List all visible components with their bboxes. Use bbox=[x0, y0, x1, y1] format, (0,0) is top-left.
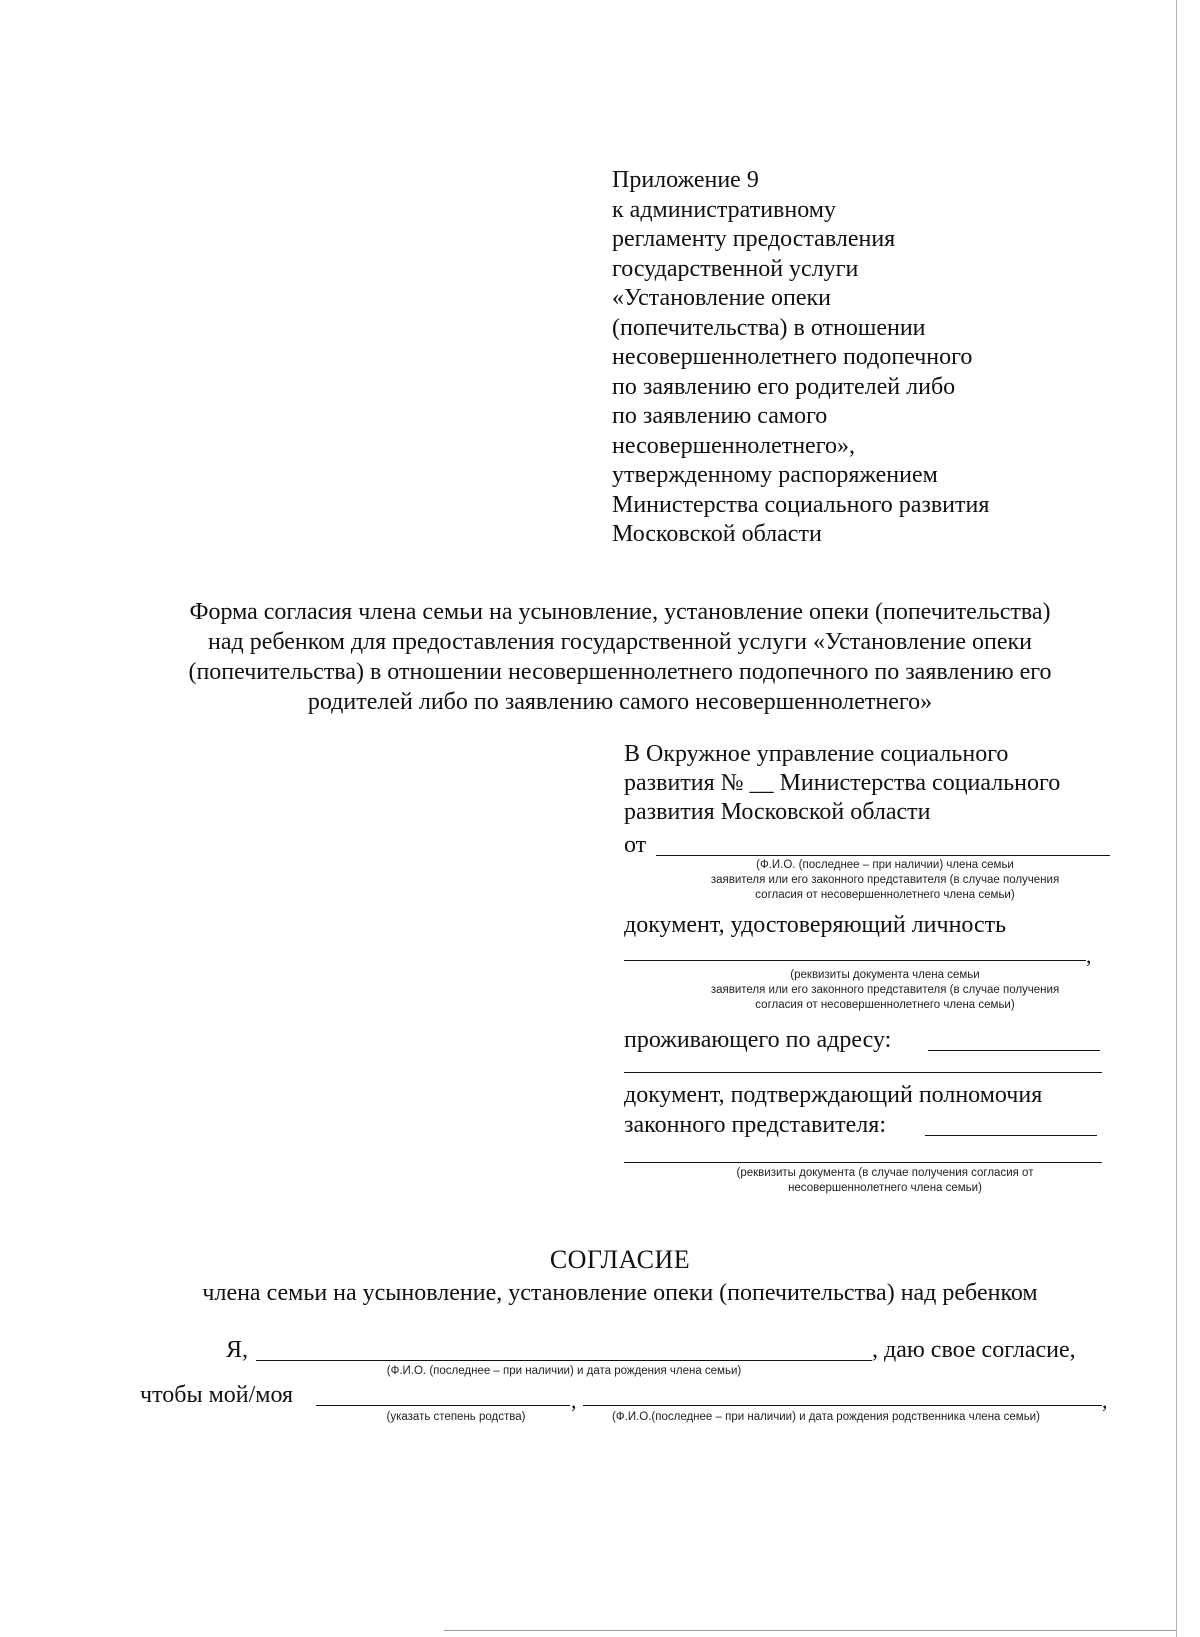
address-field-1[interactable] bbox=[928, 1050, 1100, 1051]
member-fio-field[interactable] bbox=[256, 1360, 872, 1361]
appendix-line: по заявлению его родителей либо bbox=[612, 373, 956, 400]
relation-comma: , bbox=[571, 1388, 577, 1413]
form-title bbox=[120, 597, 1120, 717]
appendix-line: Министерства социального развития bbox=[612, 491, 990, 518]
appendix-line: к административному bbox=[612, 196, 836, 223]
consent-subheading: члена семьи на усыновление, установление опеки (попечительства) над ребенком bbox=[202, 1280, 1038, 1306]
member-fio-caption: (Ф.И.О. (последнее – при наличии) и дата рождения члена семьи) bbox=[386, 1365, 742, 1377]
appendix-header bbox=[612, 166, 1082, 550]
applicant-fio-field[interactable] bbox=[656, 855, 1110, 856]
authority-document-label-1: документ, подтверждающий полномочия bbox=[624, 1082, 1043, 1108]
scan-bottom-edge bbox=[444, 1630, 1176, 1631]
address-field-2[interactable] bbox=[624, 1072, 1102, 1073]
consent-heading: СОГЛАСИЕ bbox=[549, 1245, 691, 1274]
relative-fio-field[interactable] bbox=[583, 1405, 1102, 1406]
id-document-caption: (реквизиты документа члена семьи заявителя или его законного представителя (в случае получения согласия от несовершеннолетнего члена семьи) bbox=[710, 969, 1060, 1011]
authority-document-field-2[interactable] bbox=[624, 1162, 1102, 1163]
form-title-line: (попечительства) в отношении несовершеннолетнего подопечного по заявлению его bbox=[188, 659, 1052, 685]
appendix-line: регламенту предоставления bbox=[612, 226, 896, 252]
relation-degree-caption: (указать степень родства) bbox=[386, 1411, 526, 1423]
appendix-line: «Установление опеки bbox=[612, 285, 832, 311]
relative-comma: , bbox=[1102, 1388, 1108, 1413]
addressee-line: развития № __ Министерства социального bbox=[624, 770, 1061, 796]
appendix-line: Приложение 9 bbox=[612, 167, 759, 193]
i-label: Я, bbox=[226, 1337, 249, 1363]
address-label: проживающего по адресу: bbox=[624, 1027, 892, 1053]
relation-degree-field[interactable] bbox=[316, 1405, 570, 1406]
authority-document-caption: (реквизиты документа (в случае получения согласия от несовершеннолетнего члена семьи) bbox=[736, 1167, 1034, 1194]
addressee-block bbox=[624, 740, 1116, 827]
appendix-line: Московской области bbox=[612, 521, 822, 547]
authority-document-field-1[interactable] bbox=[925, 1135, 1097, 1136]
appendix-line: по заявлению самого bbox=[612, 403, 828, 429]
addressee-line: В Окружное управление социального bbox=[624, 741, 1009, 767]
appendix-line: утвержденному распоряжением bbox=[612, 462, 938, 488]
agree-text: , даю свое согласие, bbox=[872, 1337, 1076, 1363]
addressee-line: развития Московской области bbox=[624, 799, 931, 825]
appendix-line: (попечительства) в отношении bbox=[612, 314, 926, 341]
from-label: от bbox=[624, 832, 647, 858]
appendix-line: несовершеннолетнего подопечного bbox=[612, 344, 973, 370]
appendix-line: государственной услуги bbox=[612, 255, 859, 282]
appendix-line: несовершеннолетнего», bbox=[612, 432, 855, 459]
scan-edge-line-right bbox=[1176, 0, 1177, 1637]
form-title-line: над ребенком для предоставления государственной услуги «Установление опеки bbox=[208, 629, 1032, 655]
so-that-label: чтобы мой/моя bbox=[140, 1382, 294, 1408]
applicant-fio-caption: (Ф.И.О. (последнее – при наличии) члена семьи заявителя или его законного представителя (в случае получения согласия от несовершеннолетнего члена семьи) bbox=[710, 859, 1060, 901]
id-document-label: документ, удостоверяющий личность bbox=[624, 912, 1007, 938]
form-title-line: родителей либо по заявлению самого несовершеннолетнего» bbox=[307, 689, 933, 715]
id-document-field[interactable] bbox=[624, 960, 1086, 961]
authority-document-label-2: законного представителя: bbox=[624, 1112, 886, 1138]
relative-fio-caption: (Ф.И.О.(последнее – при наличии) и дата рождения родственника члена семьи) bbox=[612, 1411, 1040, 1423]
form-title-line: Форма согласия члена семьи на усыновление, установление опеки (попечительства) bbox=[189, 599, 1051, 625]
id-document-comma: , bbox=[1086, 943, 1092, 968]
